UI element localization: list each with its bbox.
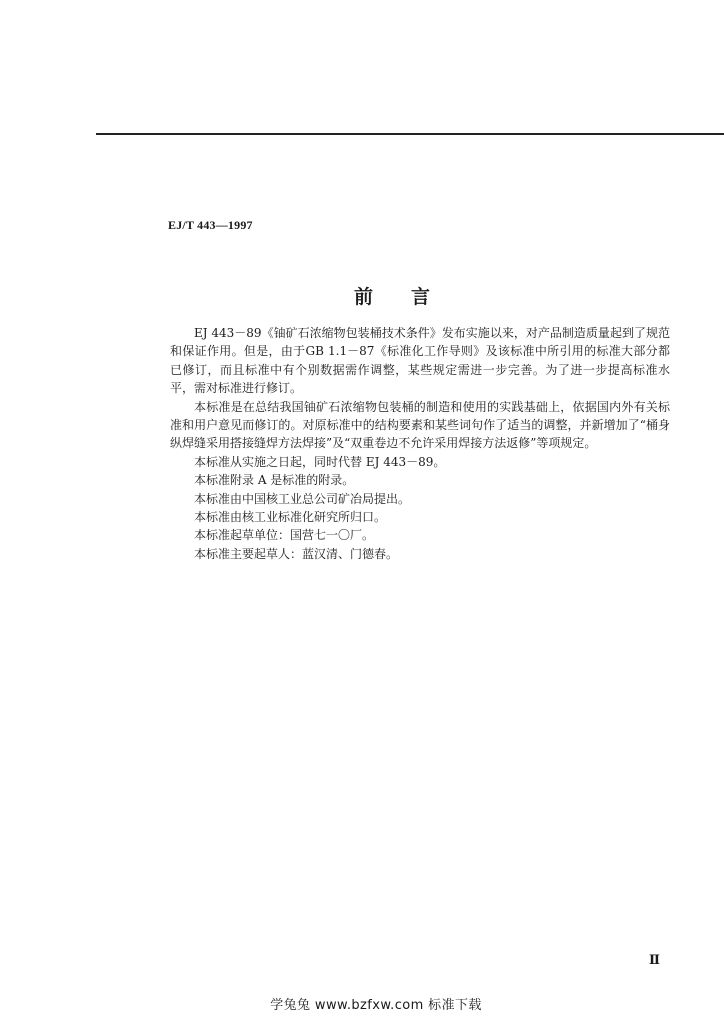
page-title: 前言 — [353, 286, 468, 308]
footer-watermark: 学兔兔 www.bzfxw.com 标准下载 — [270, 998, 482, 1013]
paragraph-revision-background: EJ 443－89《铀矿石浓缩物包装桶技术条件》发布实施以来，对产品制造质量起到了规范和保证作用。但是，由于GB 1.1－87《标准化工作导则》及该标准中所引用的标准大部分都已修订，而且标准中有个别数据需作调整，某些规定需进一步完善。为了进一步提高标准水平，需对标准进行修订。 — [170, 326, 670, 396]
paragraph-administrator: 本标准由核工业标准化研究所归口。 — [194, 510, 387, 525]
standard-code: EJ/T 443—1997 — [168, 218, 253, 232]
header-rule — [96, 133, 724, 135]
paragraph-drafting-unit: 本标准起草单位：国营七一〇厂。 — [194, 528, 375, 543]
preface-body — [170, 324, 670, 563]
paragraph-drafters: 本标准主要起草人：蓝汉清、门德春。 — [194, 546, 399, 561]
paragraph-proposer: 本标准由中国核工业总公司矿冶局提出。 — [194, 491, 411, 506]
paragraph-revision-basis: 本标准是在总结我国铀矿石浓缩物包装桶的制造和使用的实践基础上，依据国内外有关标准和用户意见而修订的。对原标准中的结构要素和某些词句作了适当的调整，并新增加了“桶身纵焊缝采用搭接缝焊方法焊接”及“双重卷边不允许采用焊接方法返修”等项规定。 — [170, 399, 670, 451]
page-number: Ⅱ — [649, 952, 660, 967]
paragraph-appendix: 本标准附录 A 是标准的附录。 — [194, 473, 355, 488]
paragraph-replacement: 本标准从实施之日起，同时代替 EJ 443－89。 — [194, 454, 446, 469]
